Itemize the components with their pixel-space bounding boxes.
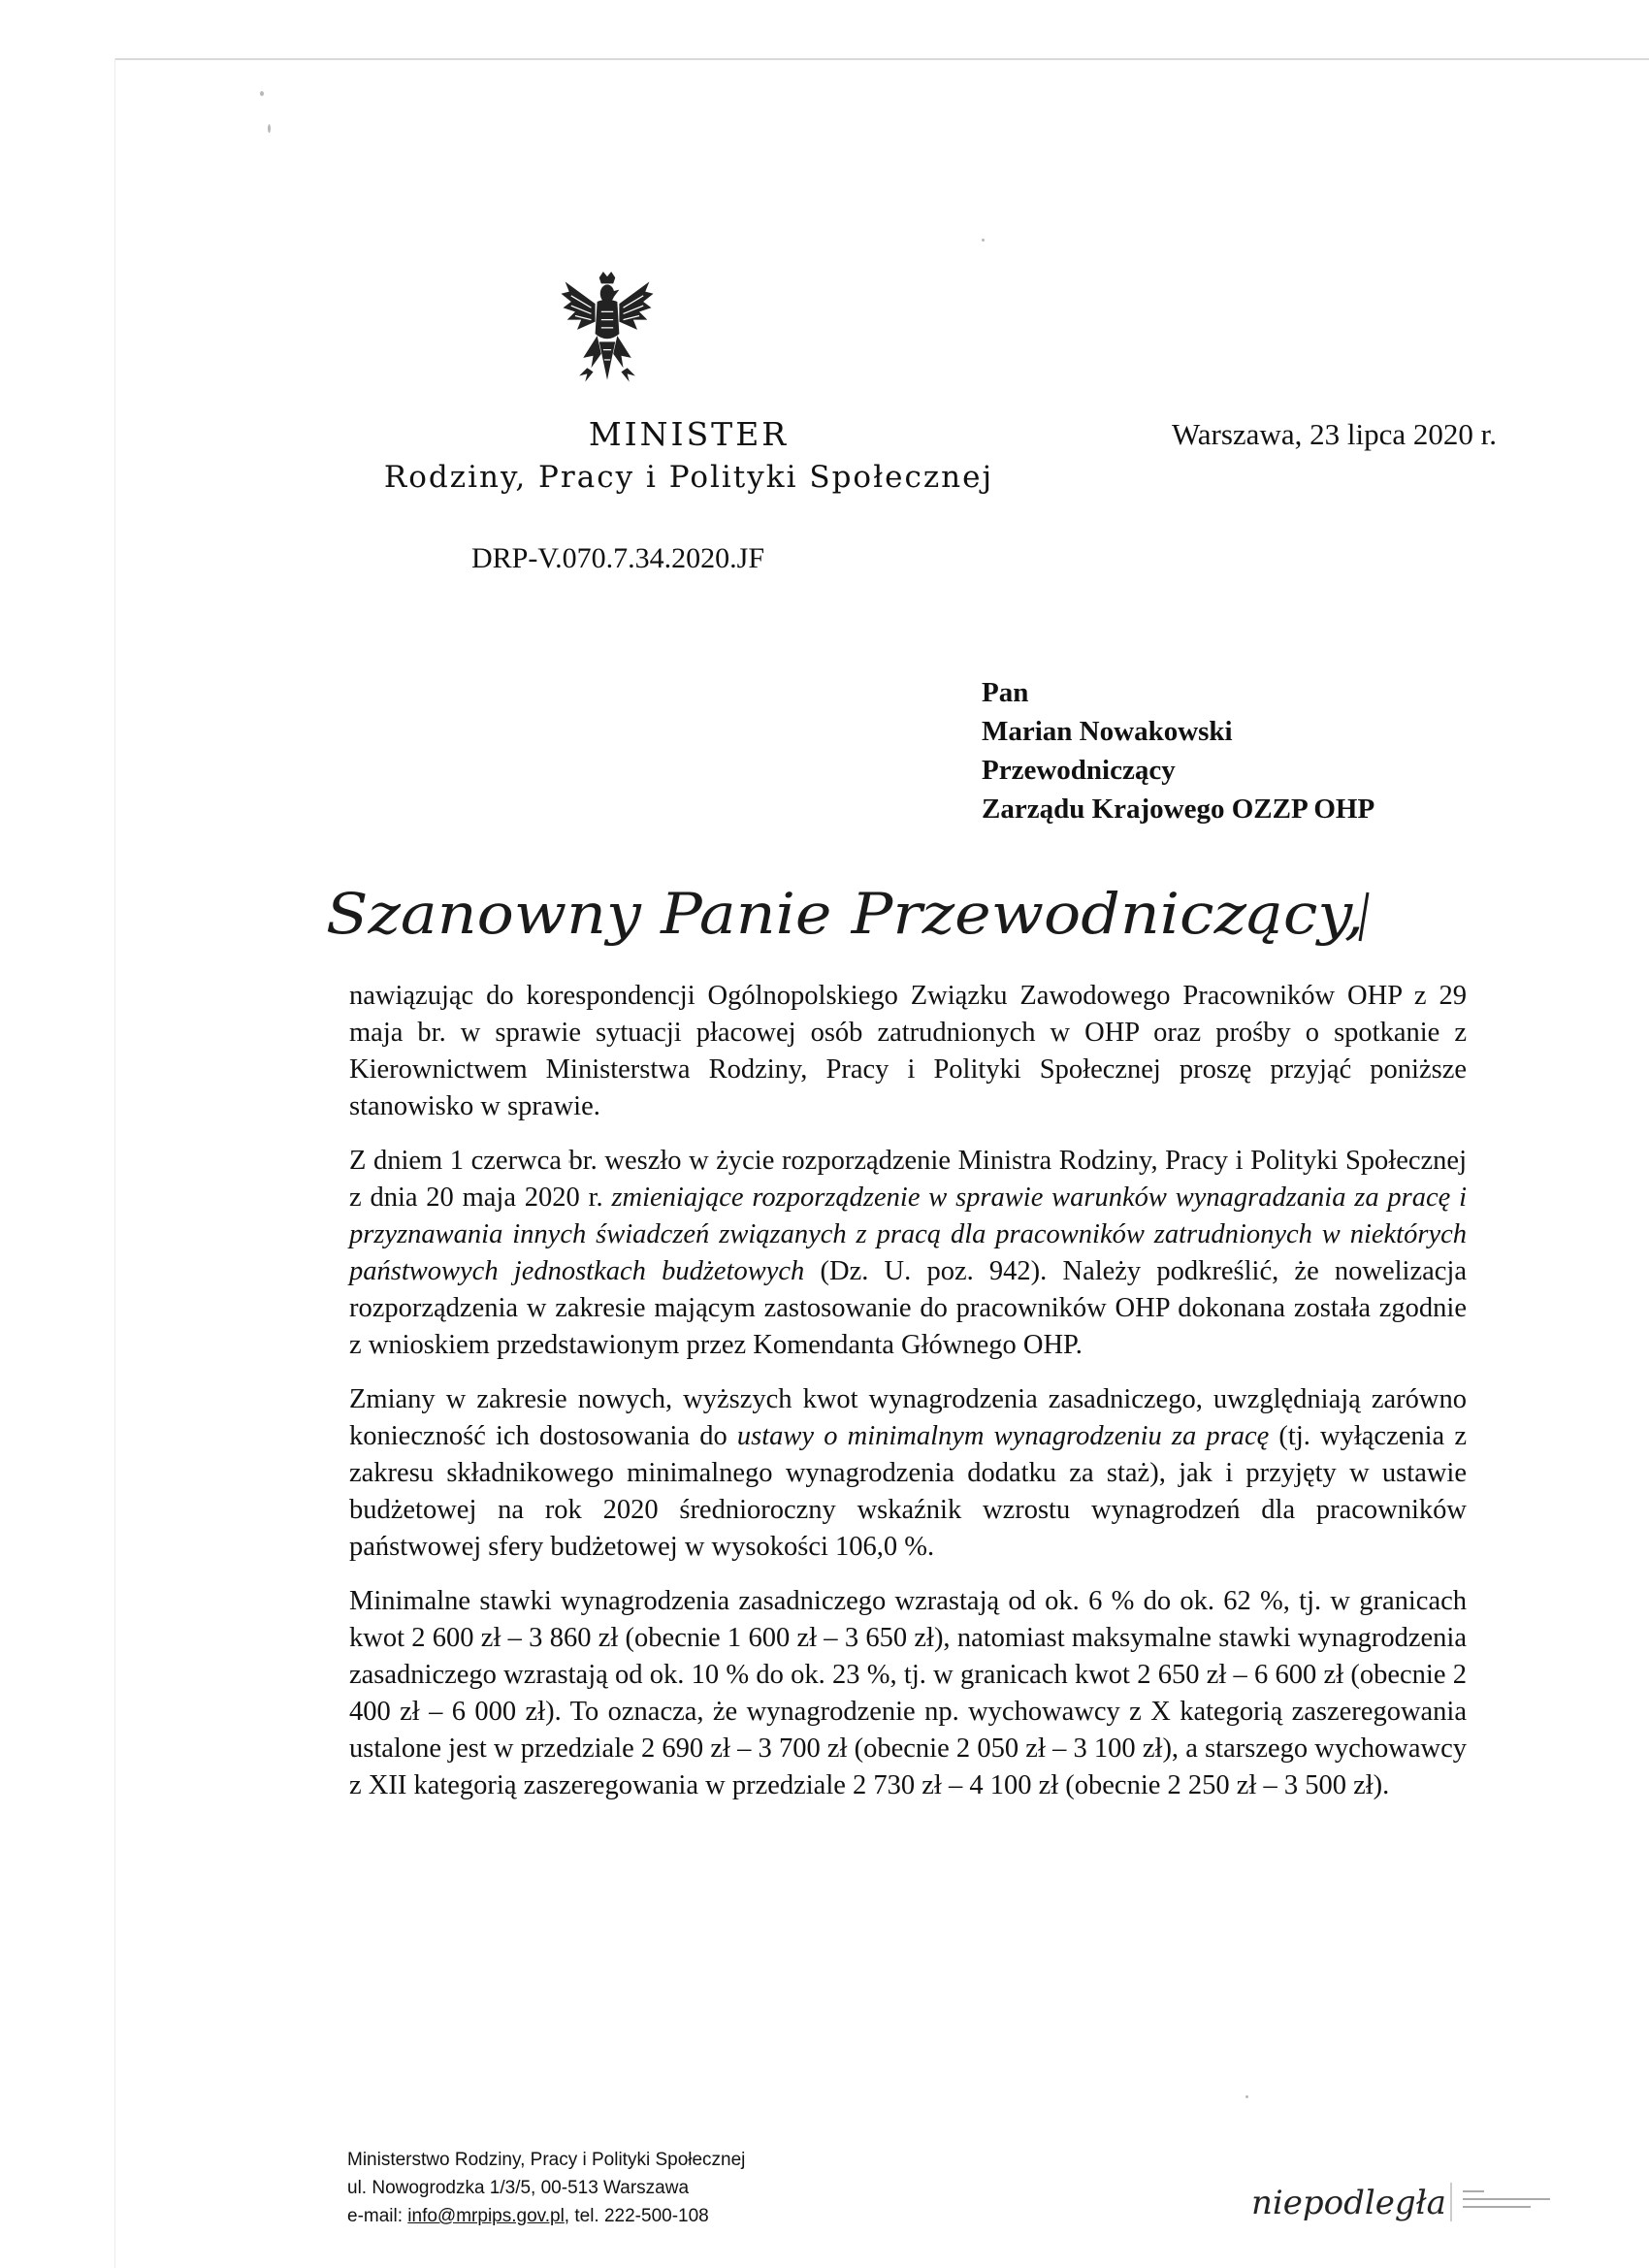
scan-speck: [260, 91, 264, 96]
addressee-role: Przewodniczący: [982, 755, 1176, 786]
footer-ministry: Ministerstwo Rodziny, Pracy i Polityki Społecznej: [347, 2150, 746, 2170]
minister-title: MINISTER: [588, 415, 790, 453]
paragraph-1: nawiązując do korespondencji Ogólnopolskiego Związku Zawodowego Pracowników OHP z 29 maja br. w sprawie sytuacji płacowej osób zatrudnionych w OHP oraz prośby o spotkanie z Kierownictwem Ministerstwa Rodziny, Pracy i Polityki Społecznej proszę przyjąć poniższe stanowisko w sprawie.: [349, 981, 1467, 1121]
paragraph-2-rest: (Dz. U. poz. 942). Należy podkreślić, że nowelizacja rozporządzenia w zakresie mającym zastosowanie do pracowników OHP dokonana została zgodnie z wnioskiem przedstawionym przez Komendanta Głównego OHP.: [349, 1256, 1467, 1360]
minister-subtitle: Rodziny, Pracy i Polityki Społecznej: [383, 460, 994, 495]
salutation-text: Szanowny Panie Przewodniczący,: [326, 881, 1364, 947]
paragraph-3-rest: (tj. wyłączenia z zakresu składnikowego minimalnego wynagrodzenia dodatku za staż), jak i przyjęty w ustawie budżetowej na rok 2020 średnioroczny wskaźnik wzrostu wynagrodzeń dla pracowników państwowej sfery budżetowej w wysokości 106,0 %.: [349, 1421, 1467, 1562]
letter-date: Warszawa, 23 lipca 2020 r.: [1172, 417, 1497, 451]
handwritten-salutation: [320, 873, 1426, 989]
paragraph-4: Minimalne stawki wynagrodzenia zasadniczego wzrastają od ok. 6 % do ok. 62 %, tj. w granicach kwot 2 600 zł – 3 860 zł (obecnie 1 600 zł – 3 650 zł), natomiast maksymalne stawki wynagrodzenia zasadniczego wzrastają od ok. 10 % do ok. 23 %, tj. w granicach kwot 2 650 zł – 6 600 zł (obecnie 2 400 zł – 6 000 zł). To oznacza, że wynagrodzenie np. wychowawcy z X kategorią zaszeregowania ustalone jest w przedziale 2 690 zł – 3 700 zł (obecnie 2 050 zł – 3 100 zł), a starszego wychowawcy z XII kategorią zaszeregowania w przedziale 2 730 zł – 4 100 zł (obecnie 2 250 zł – 3 500 zł).: [349, 1586, 1467, 1800]
footer-address: ul. Nowogrodzka 1/3/5, 00-513 Warszawa: [347, 2178, 690, 2198]
scan-speck: [982, 239, 985, 242]
niepodlegla-logo: [1251, 2161, 1562, 2239]
scan-edge-left: [114, 58, 115, 2268]
addressee-block: [982, 673, 1374, 828]
scan-edge-top: [114, 58, 1649, 60]
regulation-title: zmieniające rozporządzenie w sprawie warunków wynagradzania za pracę i przyznawania innych świadczeń związanych z pracą dla pracowników zatrudnionych w niektórych państwowych jednostkach budżetowych: [349, 1183, 1467, 1286]
act-title: ustawy o minimalnym wynagrodzeniu za pracę: [736, 1421, 1270, 1451]
addressee-line: Pan: [982, 677, 1029, 708]
footer-email-label: e-mail:: [347, 2206, 408, 2226]
minister-block: [349, 413, 1028, 499]
paragraph-3-intro: Zmiany w zakresie nowych, wyższych kwot wynagrodzenia zasadniczego, uwzględniają zarówno konieczność ich dostosowania do: [349, 1384, 1467, 1451]
addressee-name: Marian Nowakowski: [982, 716, 1233, 747]
paragraph-2-intro: Z dniem 1 czerwca br. weszło w życie rozporządzenie Ministra Rodziny, Pracy i Polityki Społecznej z dnia 20 maja 2020 r.: [349, 1146, 1467, 1213]
letter-body: [349, 978, 1467, 1822]
scan-speck: [1245, 2095, 1248, 2098]
footer-phone: , tel. 222-500-108: [564, 2206, 709, 2226]
polish-eagle-emblem-icon: [557, 272, 658, 392]
footer-contact: [347, 2146, 745, 2230]
footer-contact-line: [347, 2202, 745, 2230]
reference-number: DRP-V.070.7.34.2020.JF: [471, 542, 765, 574]
paragraph-2: [349, 1143, 1467, 1364]
scan-speck: [268, 124, 271, 133]
email-link[interactable]: info@mrpips.gov.pl: [407, 2206, 565, 2226]
niepodlegla-logo-text: niepodległa: [1251, 2184, 1446, 2222]
addressee-organization: Zarządu Krajowego OZZP OHP: [982, 794, 1375, 825]
paragraph-3: [349, 1381, 1467, 1566]
